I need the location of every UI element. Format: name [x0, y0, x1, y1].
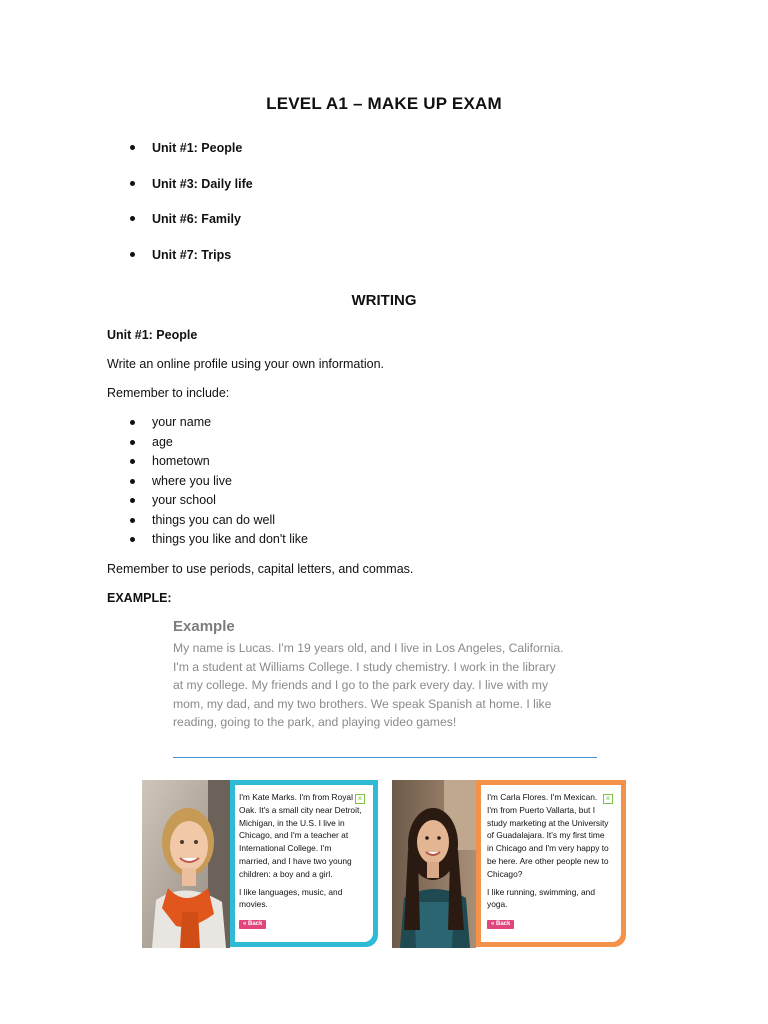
include-item: things you like and don't like [108, 530, 308, 550]
card-bio: I'm Carla Flores. I'm Mexican. I'm from Puerto Vallarta, but I study marketing at the University of Guadalajara. It's my first time in Chicago and I'm very happy to be here. Are other people new to Chicago? [487, 792, 609, 879]
example-divider [173, 757, 597, 758]
remember-include: Remember to include: [107, 386, 230, 400]
profile-card-kate [142, 780, 378, 948]
close-icon[interactable]: × [603, 794, 613, 804]
card-likes: I like languages, music, and movies. [239, 886, 343, 910]
include-item: where you live [108, 472, 308, 492]
example-label: EXAMPLE: [107, 591, 172, 605]
unit-item: Unit #1: People [108, 136, 253, 172]
include-list [108, 413, 308, 550]
card-text [487, 791, 609, 929]
example-line: My name is Lucas. I'm 19 years old, and I live in Los Angeles, California. [173, 641, 564, 655]
remember-punctuation: Remember to use periods, capital letters, and commas. [107, 562, 414, 576]
profile-card-carla [392, 780, 626, 948]
example-text [173, 639, 597, 732]
exam-title: LEVEL A1 – MAKE UP EXAM [266, 94, 502, 113]
card-likes: I like running, swimming, and yoga. [487, 886, 595, 910]
unit-item: Unit #6: Family [108, 207, 253, 243]
card-panel [235, 785, 373, 942]
card-panel [481, 785, 621, 942]
example-line: I'm a student at Williams College. I study chemistry. I work in the library [173, 659, 556, 674]
example-heading: Example [173, 618, 235, 635]
back-button[interactable]: « Back [487, 920, 514, 929]
card-bio: I'm Kate Marks. I'm from Royal Oak. It's a small city near Detroit, Michigan, in the U.S. I live in Chicago, and I'm a teacher at International College. I'm married, and I have two young children: a boy and a girl. [239, 792, 362, 879]
example-line: at my college. My friends and I go to the park every day. I live with my [173, 678, 549, 693]
card-text [239, 791, 363, 929]
unit-item: Unit #7: Trips [108, 243, 253, 279]
include-item: things you can do well [108, 511, 308, 531]
unit-item: Unit #3: Daily life [108, 172, 253, 208]
writing-instruction: Write an online profile using your own information. [107, 357, 384, 371]
example-line: reading, going to the park, and playing video games! [173, 715, 457, 730]
include-item: your name [108, 413, 308, 433]
writing-heading: WRITING [351, 292, 417, 309]
profile-photo-kate [142, 780, 230, 948]
back-button[interactable]: « Back [239, 920, 266, 929]
profile-photo-carla [392, 780, 476, 948]
writing-unit: Unit #1: People [107, 328, 198, 342]
unit-list [108, 136, 253, 278]
close-icon[interactable]: × [355, 794, 365, 804]
example-block [173, 618, 597, 732]
example-line: mom, my dad, and my two brothers. We speak Spanish at home. I like [173, 696, 552, 711]
include-item: your school [108, 491, 308, 511]
include-item: hometown [108, 452, 308, 472]
include-item: age [108, 433, 308, 453]
